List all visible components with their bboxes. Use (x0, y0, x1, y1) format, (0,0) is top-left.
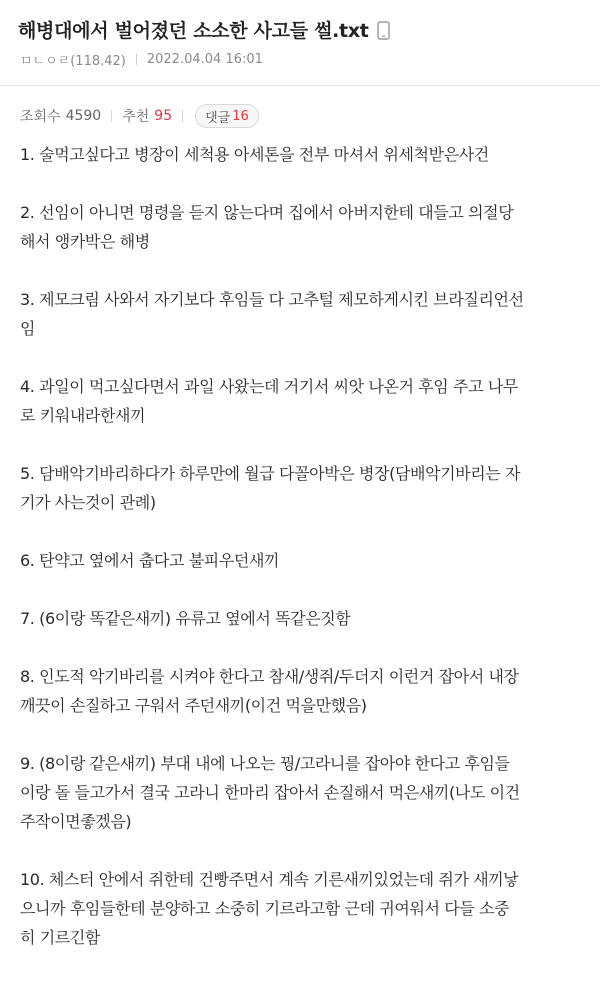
list-item: 3. 제모크림 사와서 자기보다 후임들 다 고추털 제모하게시킨 브라질리언선 임 (20, 290, 524, 338)
list-item: 4. 과일이 먹고싶다면서 과일 사왔는데 거기서 씨앗 나온거 후임 주고 나무 로 키워내라한새끼 (20, 377, 518, 425)
list-item: 5. 담배악기바리하다가 하루만에 월급 다꼴아박은 병장(담배악기바리는 자 기가 사는것이 관례) (20, 464, 521, 512)
post-meta (20, 50, 263, 69)
author-name[interactable]: ㅁㄴㅇㄹ(118.42) (20, 54, 126, 69)
list-item: 7. (6이랑 똑같은새끼) 유류고 옆에서 똑같은짓함 (20, 609, 351, 628)
title-row (18, 12, 390, 46)
list-item: 6. 탄약고 옆에서 춥다고 불피우던새끼 (20, 551, 280, 570)
views-count: 4590 (65, 108, 102, 124)
comments-label: 댓글 (205, 110, 231, 126)
list-item: 1. 술먹고싶다고 병장이 세척용 아세톤을 전부 마셔서 위세척받은사건 (20, 145, 489, 164)
meta-divider (136, 54, 137, 65)
list-item: 9. (8이랑 같은새끼) 부대 내에 나오는 꿩/고라니를 잡아야 한다고 후임들 이랑 돌 들고가서 결국 고라니 한마리 잡아서 손질해서 먹은새끼(나도 이건 주작이면좋겠음) (20, 754, 520, 831)
comments-button[interactable] (195, 104, 259, 128)
post-stats (20, 104, 259, 128)
recommend-count: 95 (154, 108, 173, 124)
recommend-label: 추천 (122, 109, 150, 125)
header-divider (0, 85, 600, 86)
list-item: 8. 인도적 악기바리를 시켜야 한다고 참새/생쥐/두더지 이런거 잡아서 내장 깨끗이 손질하고 구워서 주던새끼(이건 먹을만했음) (20, 667, 519, 715)
list-item: 10. 체스터 안에서 쥐한테 건빵주면서 계속 기른새끼있었는데 쥐가 새끼낳 으니까 후임들한테 분양하고 소중히 기르라고함 근데 귀여워서 다들 소중 히 기르긴함 (20, 870, 519, 947)
mobile-phone-icon (377, 21, 390, 40)
post-header (0, 0, 600, 88)
list-item: 2. 선임이 아니면 명령을 듣지 않는다며 집에서 아버지한테 대들고 의절당 해서 앵카박은 해병 (20, 203, 514, 251)
post-title: 해병대에서 벌어졌던 소소한 사고들 썰.txt (18, 19, 369, 42)
comments-count: 16 (232, 108, 249, 124)
stats-divider (111, 110, 112, 122)
post-date: 2022.04.04 16:01 (146, 52, 263, 67)
views-label: 조회수 (20, 109, 61, 125)
stats-divider (182, 110, 183, 122)
